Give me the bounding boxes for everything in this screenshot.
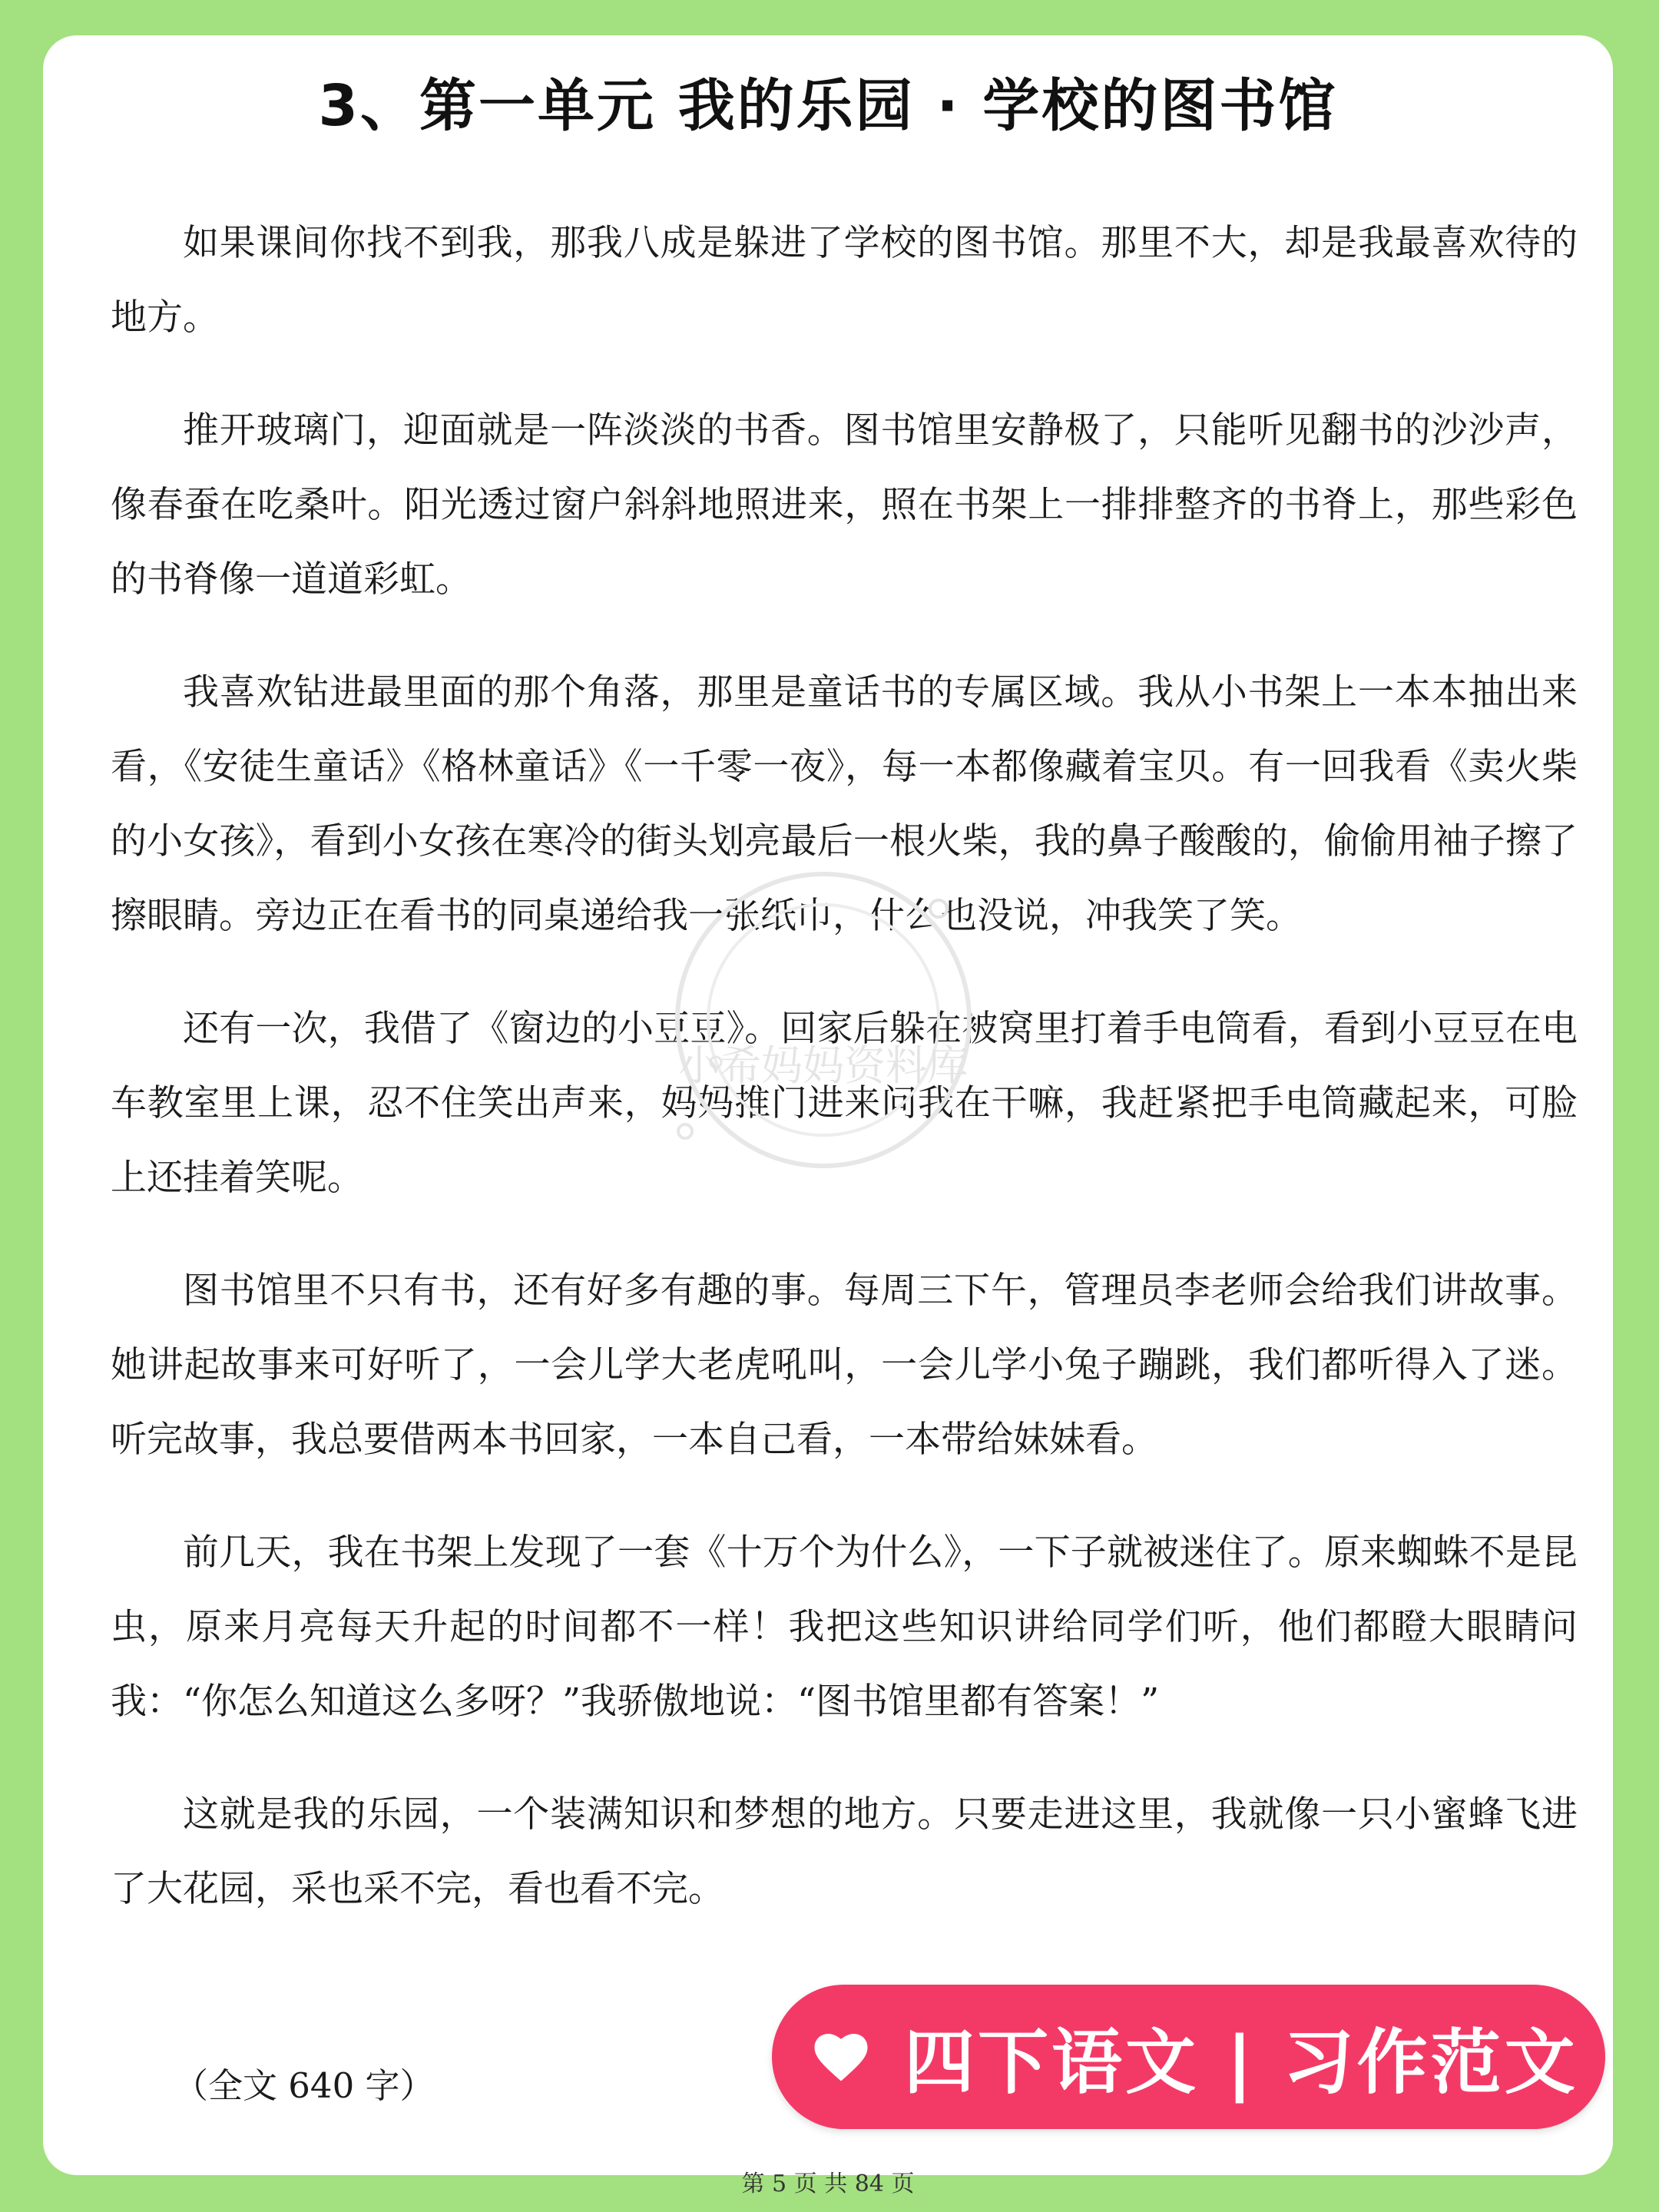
essay-body [111,206,1578,1965]
paragraph: 推开玻璃门，迎面就是一阵淡淡的书香。图书馆里安静极了，只能听见翻书的沙沙声，像春蚕在吃桑叶。阳光透过窗户斜斜地照进来，照在书架上一排排整齐的书脊上，那些彩色的书脊像一道道彩虹。 [111,409,1578,601]
word-count: （全文 640 字） [174,2065,435,2106]
page-number-footer: 第 5 页 共 84 页 [741,2171,915,2197]
watermark-text: 小希妈妈资料库 [678,1041,969,1090]
paragraph: 如果课间你找不到我，那我八成是躲进了学校的图书馆。那里不大，却是我最喜欢待的地方。 [111,222,1578,339]
subject-badge [772,1985,1605,2129]
paragraph: 还有一次，我借了《窗边的小豆豆》。回家后躲在被窝里打着手电筒看，看到小豆豆在电车教室里上课，忍不住笑出声来，妈妈推门进来问我在干嘛，我赶紧把手电筒藏起来，可脸上还挂着笑呢。 [111,1008,1578,1199]
paragraph: 我喜欢钻进最里面的那个角落，那里是童话书的专属区域。我从小书架上一本本抽出来看，《安徒生童话》《格林童话》《一千零一夜》，每一本都像藏着宝贝。有一回我看《卖火柴的小女孩》，看到小女孩在寒冷的街头划亮最后一根火柴，我的鼻子酸酸的，偷偷用袖子擦了擦眼睛。旁边正在看书的同桌递给我一张纸巾，什么也没说，冲我笑了笑。 [111,671,1578,937]
document-page [43,35,1613,2197]
paragraph: 图书馆里不只有书，还有好多有趣的事。每周三下午，管理员李老师会给我们讲故事。她讲起故事来可好听了，一会儿学大老虎吼叫，一会儿学小兔子蹦跳，我们都听得入了迷。听完故事，我总要借两本书回家，一本自己看，一本带给妹妹看。 [111,1270,1578,1461]
paragraph: 前几天，我在书架上发现了一套《十万个为什么》，一下子就被迷住了。原来蜘蛛不是昆虫，原来月亮每天升起的时间都不一样！我把这些知识讲给同学们听，他们都瞪大眼睛问我：“你怎么知道这么多呀？”我骄傲地说：“图书馆里都有答案！” [111,1532,1578,1723]
paragraph: 这就是我的乐园，一个装满知识和梦想的地方。只要走进这里，我就像一只小蜜蜂飞进了大花园，采也采不完，看也看不完。 [111,1793,1578,1910]
heart-icon [813,2032,869,2082]
page-title: 3、第一单元 我的乐园 · 学校的图书馆 [318,73,1338,139]
badge-label: 四下语文 | 习作范文 [904,2022,1578,2104]
